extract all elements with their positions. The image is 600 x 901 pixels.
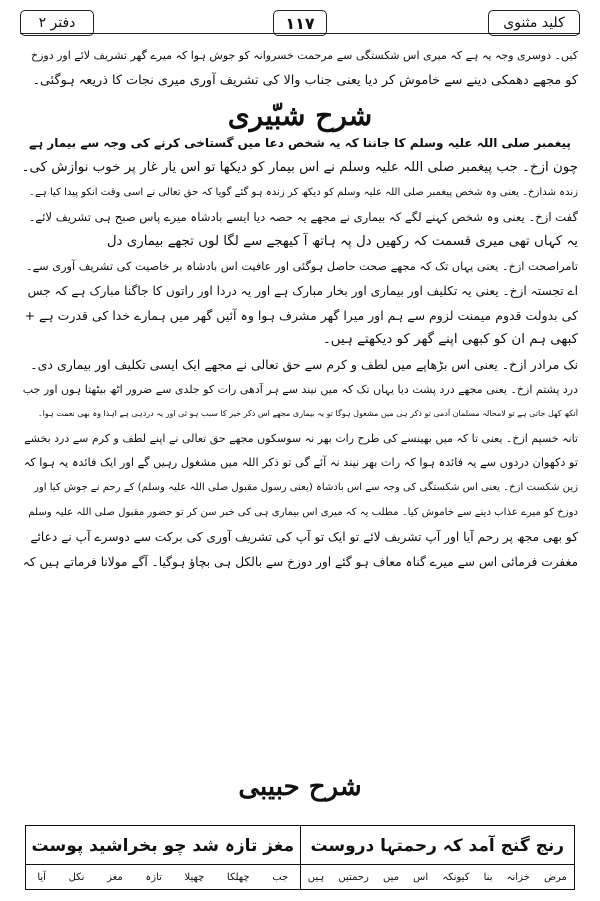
verse-left-hemistich: مغز تازہ شد چو بخراشید پوست — [26, 826, 301, 864]
gloss-word: چھلکا — [226, 871, 250, 883]
header-rule — [20, 33, 580, 34]
gloss-word: کیونکہ — [442, 871, 470, 883]
verse-row — [26, 826, 574, 865]
text-line: نک مرادر ازخ۔ یعنی اس بڑھاپے میں لطف و کرم سے حق تعالی نے مجھے ایک ایسی تکلیف اور بیماری دی۔ — [30, 356, 578, 372]
book-title: کلید مثنوی — [503, 15, 565, 31]
heading-habibi: شرح حبیبی — [238, 772, 362, 802]
text-line: تامراصحت ازخ۔ یعنی یہاں تک کہ مجھے صحت حاصل ہوگئی اور عافیت اس بادشاہ بر خاصیت کی تشریف آوری سے۔ — [25, 259, 578, 273]
gloss-left — [26, 865, 301, 889]
gloss-word: تازہ — [145, 871, 162, 883]
gloss-word: اس — [413, 871, 429, 883]
verse-line: کبھی ہم ان کو کبھی اپنے گھر کو دیکھتے ہیں۔ — [322, 332, 578, 348]
text-line: کیں۔ دوسری وجہ یہ ہے کہ میری اس شکستگی سے مرحمت خسروانہ کو جوش ہوا کہ میرے گھر تشریف لائے اور دوزخ — [30, 49, 578, 62]
gloss-word: آیا — [37, 871, 46, 883]
text-line: زین شکست ازخ۔ یعنی اس شکستگی کی وجہ سے اس بادشاہ (یعنی رسول مقبول صلی اللہ علیہ وسلم) کے رحم نے جوش کیا اور — [34, 481, 578, 493]
text-line: درد پشتم ازخ۔ یعنی مجھے درد پشت دیا یہاں تک کہ میں نیند سے ہر آدھی رات کو جلدی سے ضرور اٹھ بیٹھتا ہوں اور جب — [22, 382, 578, 396]
text-line: اے تجستہ ازخ۔ یعنی یہ تکلیف اور بیماری اور بخار مبارک ہے اور یہ دردا اور راتوں کا جاگنا مبارک ہے کہ جس — [27, 284, 578, 299]
text-line: دوزخ کو میرے عذاب دینے سے خاموش کیا۔ مطلب یہ کہ میری اس بیماری ہی کی خبر سن کر تو حضور مقبول صلی اللہ علیہ وسلم — [28, 506, 578, 518]
text-line: آنکھ کھل جاتی ہے تو لامحالہ مسلمان آدمی تو ذکر ہی میں مشغول ہوگا تو یہ بیماری مجھے اس ذکر خیر کا سبب ہو ئی اور یہ دردہی ہے اہذا وہ بھی نعمت ہوا۔ — [37, 409, 578, 419]
verse-table — [25, 825, 575, 890]
gloss-word: جب — [272, 871, 289, 883]
page-number: ۱۱۷ — [273, 10, 327, 36]
page-body — [22, 44, 578, 574]
gloss-word: نکل — [68, 871, 85, 883]
gloss-word: بنا — [483, 871, 493, 883]
section-heading: پیغمبر صلی اللہ علیہ وسلم کا جاننا کہ یہ شخص دعا میں گستاخی کرنے کی وجہ سے بیمار ہے — [29, 136, 571, 151]
gloss-word: میں — [383, 871, 399, 883]
heading-shabbiri: شرح شبّیری — [227, 99, 373, 133]
text-line: گفت ازخ۔ یعنی وہ شخص کہنے لگے کہ بیماری نے مجھے یہ حصہ دیا ایسے بادشاہ میرے پاس صبح ہی تشریف لائے۔ — [28, 210, 578, 225]
text-line: کی بدولت قدوم میمنت لزوم سے ہم اور میرا گھر مشرف ہوا وہ آئیں گھر میں ہمارے خدا کی قدرت ہے + — [24, 307, 578, 323]
gloss-right — [301, 865, 575, 889]
verse-right-hemistich: رنج گنج آمد کہ رحمتہا دروست — [310, 835, 565, 856]
text-line: چون ازخ۔ جب پیغمبر صلی اللہ علیہ وسلم نے اس بیمار کو دیکھا تو اس یار غار پر خوب نوازش کی۔ — [22, 160, 578, 176]
verse-line: یہ کہاں تھی میری قسمت کہ رکھیں دل پہ ہاتھ آ کیھجے سے لگا لوں تجھے بیماری دل — [106, 233, 578, 249]
gloss-word: چھیلا — [184, 871, 205, 883]
text-line: کو مجھے دھمکی دینے سے خاموش کر دیا یعنی جناب والا کی تشریف آوری میری نجات کا ذریعہ ہوگئی۔ — [32, 72, 578, 88]
gloss-word: خزانہ — [506, 871, 530, 883]
text-line: تو دکھوان دردوں سے یہ فائدہ ہوا کہ رات بھر نیند نہ آئے گی تو ذکر اللہ میں مشغول رہیں گے اور ایک فائدہ یہ ہوا کہ — [23, 456, 578, 470]
volume-label: دفتر ۲ — [38, 15, 76, 31]
gloss-word: مرض — [543, 871, 567, 883]
page-header — [20, 10, 580, 40]
text-line: مغفرت فرمائی اس سے میرے گناہ معاف ہو گئے اور دوزخ سے بالکل ہی بچاؤ ہوگیا۔ آگے مولانا فرماتے ہیں کہ — [22, 554, 578, 569]
gloss-word: ہیں — [307, 871, 325, 883]
gloss-row — [26, 865, 574, 889]
text-line: تانہ خسپم ازخ۔ یعنی تا کہ میں بھینسے کی طرح رات بھر نہ سوسکوں مجھے حق تعالی نے اپنے لطف و کرم سے درد بخشے — [24, 431, 578, 445]
gloss-word: مغز — [107, 871, 123, 883]
gloss-word: رحمتیں — [338, 871, 369, 883]
text-line: کو بھی مجھ پر رحم آیا اور آپ تشریف لائے تو ایک تو آپ کی تشریف آوری کی برکت سے دوسرے آپ نے دعائے — [30, 530, 578, 545]
text-line: زندہ شدازخ۔ یعنی وہ شخص پیغمبر صلی اللہ علیہ وسلم کو دیکھ کر زندہ ہو گئے گویا کہ حق تعالی نے اسی وقت انکو پیدا کیا ہے۔ — [29, 186, 578, 198]
